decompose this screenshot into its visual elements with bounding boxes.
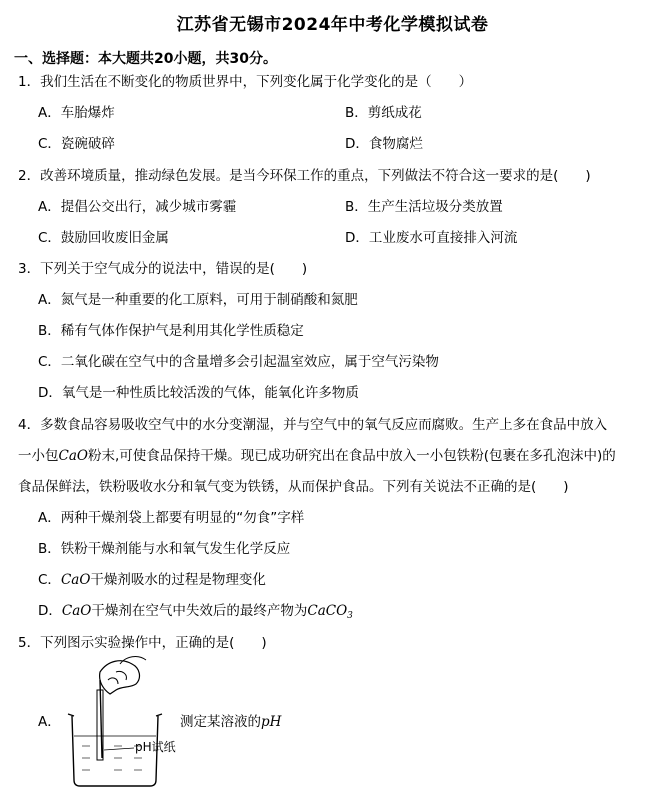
question-5-option-a-caption xyxy=(180,710,281,730)
question-4-stem-line-3: 食品保鲜法，铁粉吸收水分和氧气变为铁锈，从而保护食品。下列有关说法不正确的是( ) xyxy=(18,479,569,495)
q4-d-text: 干燥剂在空气中失效后的最终产物为 xyxy=(91,603,308,619)
page-title: 江苏省无锡市2024年中考化学模拟试卷 xyxy=(176,15,489,35)
q4-d-formula: CaO xyxy=(61,603,92,619)
question-3-option-c: C．二氧化碳在空气中的含量增多会引起温室效应，属于空气污染物 xyxy=(38,354,439,370)
caption-ph: pH xyxy=(261,714,282,730)
q4-c-formula: CaO xyxy=(60,572,91,588)
question-1-option-c: C．瓷碗破碎 xyxy=(38,136,115,152)
question-1-stem: 1．我们生活在不断变化的物质世界中，下列变化属于化学变化的是（ ） xyxy=(18,74,473,90)
q4-d-formula-caco3: CaCO$_3$ xyxy=(307,603,353,621)
question-3-option-d: D．氧气是一种性质比较活泼的气体，能氧化许多物质 xyxy=(38,385,359,401)
q4-c-prefix: C． xyxy=(38,572,61,588)
question-1-option-d: D．食物腐烂 xyxy=(345,136,423,152)
q4-d-prefix: D． xyxy=(38,603,62,619)
question-3-option-b: B．稀有气体作保护气是利用其化学性质稳定 xyxy=(38,323,304,339)
question-1-option-a: A．车胎爆炸 xyxy=(38,105,115,121)
caption-text: 测定某溶液的 xyxy=(180,714,261,730)
question-2-option-d: D．工业废水可直接排入河流 xyxy=(345,230,518,246)
question-5-stem: 5．下列图示实验操作中，正确的是( ) xyxy=(18,635,267,651)
q4-text: 粉末,可使食品保持干燥。现已成功研究出在食品中放入一小包铁粉(包裹在多孔泡沫中)的 xyxy=(87,448,616,464)
question-4-option-d xyxy=(38,601,353,626)
ph-test-illustration xyxy=(60,650,180,790)
question-1-option-b: B．剪纸成花 xyxy=(345,105,422,121)
question-4-option-c xyxy=(38,570,266,590)
question-4-option-a: A．两种干燥剂袋上都要有明显的“勿食”字样 xyxy=(38,510,305,526)
question-2-option-c: C．鼓励回收废旧金属 xyxy=(38,230,169,246)
question-4-stem-line-1: 4．多数食品容易吸收空气中的水分变潮湿，并与空气中的氧气反应而腐败。生产上多在食品中放入 xyxy=(18,417,608,433)
ph-paper-label: pH试纸 xyxy=(135,740,176,754)
question-5-option-a-label: A． xyxy=(38,714,61,730)
question-4-option-b: B．铁粉干燥剂能与水和氧气发生化学反应 xyxy=(38,541,291,557)
q4-c-text: 干燥剂吸水的过程是物理变化 xyxy=(90,572,266,588)
section-heading: 一、选择题：本大题共20小题，共30分。 xyxy=(14,51,277,67)
question-2-option-a: A．提倡公交出行，减少城市雾霾 xyxy=(38,199,237,215)
question-3-option-a: A．氮气是一种重要的化工原料，可用于制硝酸和氮肥 xyxy=(38,292,358,308)
q4-text: 一小包 xyxy=(18,448,59,464)
question-2-option-b: B．生产生活垃圾分类放置 xyxy=(345,199,503,215)
question-3-stem: 3．下列关于空气成分的说法中，错误的是( ) xyxy=(18,261,308,277)
question-2-stem: 2．改善环境质量，推动绿色发展。是当今环保工作的重点，下列做法不符合这一要求的是( ) xyxy=(18,168,591,184)
question-4-stem-line-2 xyxy=(18,446,616,466)
q4-formula-cao: CaO xyxy=(58,448,88,464)
